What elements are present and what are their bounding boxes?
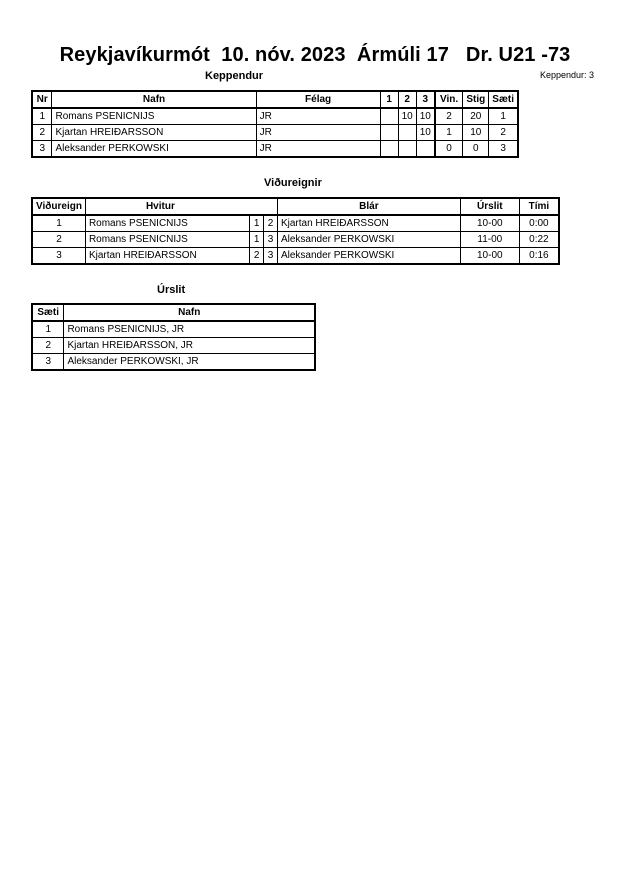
col-round-2: 2 [398,91,416,108]
match-number: 1 [32,215,85,232]
table-row [32,321,315,338]
results-section-title: Úrslit [157,284,186,296]
player-club: JR [256,108,380,125]
player-score-2 [398,141,416,158]
match-number: 3 [32,248,85,265]
result-name: Kjartan HREIÐARSSON, JR [64,338,315,354]
table-row [32,125,518,141]
table-row [32,108,518,125]
col-wins: Vin. [435,91,463,108]
player-nr: 1 [32,108,52,125]
player-score-3 [416,141,435,158]
player-score-3: 10 [416,125,435,141]
player-name: Kjartan HREIÐARSSON [52,125,256,141]
col-result: Úrslit [460,198,519,215]
matches-section-title: Viðureignir [264,177,322,189]
match-white: Romans PSENICNIJS [85,215,249,232]
player-score-1 [380,108,398,125]
result-place: 2 [32,338,64,354]
col-blue: Blár [277,198,460,215]
match-white: Kjartan HREIÐARSSON [85,248,249,265]
player-wins: 1 [435,125,463,141]
result-place: 3 [32,354,64,371]
col-points: Stig [463,91,489,108]
match-white-nr: 2 [250,248,264,265]
player-points: 20 [463,108,489,125]
col-round-3: 3 [416,91,435,108]
match-time: 0:16 [519,248,559,265]
player-name: Romans PSENICNIJS [52,108,256,125]
match-blue-nr: 3 [264,232,278,248]
match-result: 10-00 [460,248,519,265]
player-wins: 0 [435,141,463,158]
match-result: 11-00 [460,232,519,248]
match-blue-nr: 2 [264,215,278,232]
table-row [32,215,559,232]
table-row [32,232,559,248]
player-score-1 [380,141,398,158]
match-blue: Kjartan HREIÐARSSON [277,215,460,232]
col-place: Sæti [489,91,518,108]
table-row [32,141,518,158]
match-time: 0:00 [519,215,559,232]
match-white-nr: 1 [250,215,264,232]
result-place: 1 [32,321,64,338]
match-white-nr: 1 [250,232,264,248]
result-name: Romans PSENICNIJS, JR [64,321,315,338]
col-name: Nafn [52,91,256,108]
match-result: 10-00 [460,215,519,232]
players-section-title: Keppendur [205,70,264,82]
table-row [32,338,315,354]
table-row [32,248,559,265]
player-points: 10 [463,125,489,141]
player-score-2: 10 [398,108,416,125]
col-match: Viðureign [32,198,85,215]
player-name: Aleksander PERKOWSKI [52,141,256,158]
player-wins: 2 [435,108,463,125]
player-score-1 [380,125,398,141]
match-blue: Aleksander PERKOWSKI [277,248,460,265]
match-blue: Aleksander PERKOWSKI [277,232,460,248]
col-club: Félag [256,91,380,108]
col-white: Hvitur [85,198,277,215]
col-time: Tími [519,198,559,215]
match-blue-nr: 3 [264,248,278,265]
col-nr: Nr [32,91,52,108]
results-table [31,303,316,371]
player-points: 0 [463,141,489,158]
result-name: Aleksander PERKOWSKI, JR [64,354,315,371]
player-nr: 3 [32,141,52,158]
player-place: 3 [489,141,518,158]
matches-table [31,197,560,265]
player-score-3: 10 [416,108,435,125]
col-name: Nafn [64,304,315,321]
player-place: 1 [489,108,518,125]
player-nr: 2 [32,125,52,141]
page-title: Reykjavíkurmót 10. nóv. 2023 Ármúli 17 Dr. U21 -73 [59,44,571,66]
match-white: Romans PSENICNIJS [85,232,249,248]
player-score-2 [398,125,416,141]
col-round-1: 1 [380,91,398,108]
match-time: 0:22 [519,232,559,248]
players-count: Keppendur: 3 [540,70,595,80]
col-place: Sæti [32,304,64,321]
table-row [32,354,315,371]
players-table [31,90,519,158]
match-number: 2 [32,232,85,248]
player-club: JR [256,141,380,158]
player-place: 2 [489,125,518,141]
player-club: JR [256,125,380,141]
